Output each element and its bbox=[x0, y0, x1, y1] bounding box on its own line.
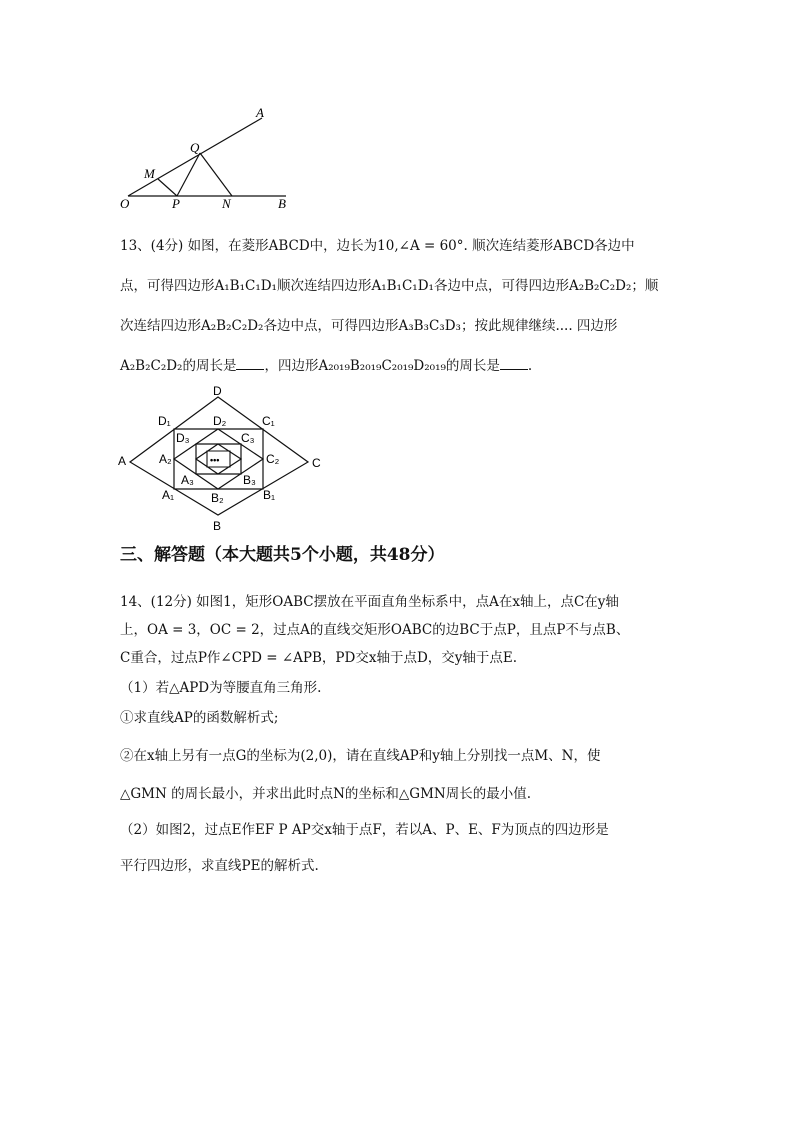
label-c3: C₃ bbox=[241, 431, 255, 445]
answer-blank-2[interactable] bbox=[500, 357, 528, 370]
q14-part-1: （1）若△APD为等腰直角三角形. bbox=[120, 680, 322, 696]
label-a3: A₃ bbox=[181, 473, 194, 487]
label-d1: D₁ bbox=[158, 414, 171, 428]
label-d: D bbox=[213, 385, 222, 398]
segment-qn bbox=[200, 153, 232, 196]
label-o: O bbox=[120, 196, 130, 211]
q13-line-4 bbox=[120, 354, 532, 374]
label-b: B bbox=[278, 196, 286, 211]
q14-line-3: C重合，过点P作∠CPD = ∠APB，PD交x轴于点D，交y轴于点E. bbox=[120, 650, 518, 666]
label-n: N bbox=[222, 196, 231, 211]
label-c: C bbox=[312, 456, 321, 470]
q14-part-2-line-1: （2）如图2，过点E作EF P AP交x轴于点F，若以A、P、E、F为顶点的四边形是 bbox=[120, 822, 609, 838]
label-d3: D₃ bbox=[176, 431, 190, 445]
figure-angle-diagram bbox=[110, 100, 310, 215]
q13-line-1: 13、(4分) 如图，在菱形ABCD中，边长为10,∠A = 60°. 顺次连结菱形ABCD各边中 bbox=[120, 238, 635, 254]
dots-ellipsis: ••• bbox=[210, 455, 220, 465]
label-a2: A₂ bbox=[159, 452, 172, 466]
q13-line-4-part-a: A₂B₂C₂D₂的周长是 bbox=[120, 358, 237, 374]
label-c2: C₂ bbox=[266, 452, 280, 466]
q13-line-3: 次连结四边形A₂B₂C₂D₂各边中点，可得四边形A₃B₃C₃D₃；按此规律继续.... 四边形 bbox=[120, 318, 618, 334]
label-p: P bbox=[172, 196, 180, 211]
q14-line-1: 14、(12分) 如图1，矩形OABC摆放在平面直角坐标系中，点A在x轴上，点C在y轴 bbox=[120, 594, 619, 610]
label-d2: D₂ bbox=[213, 414, 227, 428]
ray-oa bbox=[128, 118, 262, 196]
label-q: Q bbox=[190, 140, 200, 155]
label-b2: B₂ bbox=[211, 491, 224, 505]
figure-rhombus-diagram bbox=[112, 385, 332, 535]
q13-line-2: 点，可得四边形A₁B₁C₁D₁顺次连结四边形A₁B₁C₁D₁各边中点，可得四边形A₂B₂C₂D₂；顺 bbox=[120, 278, 659, 294]
segment-pq bbox=[177, 153, 200, 196]
segment-mp bbox=[158, 179, 177, 196]
q14-sub-2-line-2: △GMN 的周长最小，并求出此时点N的坐标和△GMN周长的最小值. bbox=[120, 786, 531, 802]
section-heading: 三、解答题（本大题共5个小题，共48分） bbox=[120, 545, 445, 565]
label-c1: C₁ bbox=[262, 414, 275, 428]
q14-sub-1: ①求直线AP的函数解析式; bbox=[120, 710, 279, 726]
q14-line-2: 上，OA = 3，OC = 2，过点A的直线交矩形OABC的边BC于点P，且点P不与点B、 bbox=[120, 622, 630, 638]
q13-line-4-part-b: ，四边形A₂₀₁₉B₂₀₁₉C₂₀₁₉D₂₀₁₉的周长是 bbox=[264, 358, 500, 374]
label-m: M bbox=[144, 166, 155, 181]
label-b3: B₃ bbox=[243, 473, 256, 487]
label-a: A bbox=[118, 454, 127, 468]
label-b: B bbox=[213, 519, 222, 533]
answer-blank-1[interactable] bbox=[236, 357, 264, 370]
q13-line-4-part-c: . bbox=[527, 358, 533, 374]
q14-part-2-line-2: 平行四边形，求直线PE的解析式. bbox=[120, 858, 319, 874]
label-a: A bbox=[256, 105, 264, 120]
label-b1: B₁ bbox=[263, 488, 276, 502]
q14-sub-2-line-1: ②在x轴上另有一点G的坐标为(2,0)，请在直线AP和y轴上分别找一点M、N，使 bbox=[120, 748, 601, 764]
label-a1: A₁ bbox=[162, 488, 175, 502]
